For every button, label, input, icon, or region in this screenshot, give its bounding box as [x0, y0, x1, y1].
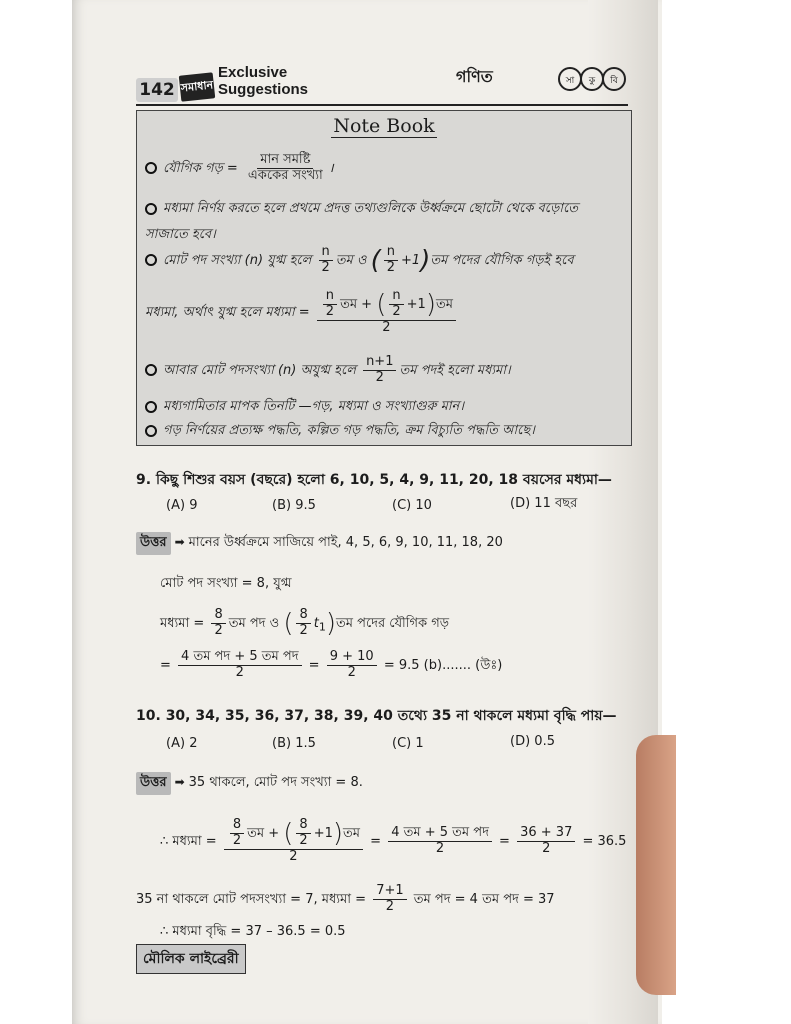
fraction-denominator: 2 — [385, 898, 395, 914]
note-line-6 — [145, 397, 464, 418]
brand-badge: সমাধান — [179, 72, 216, 101]
fraction — [296, 608, 310, 639]
fraction-numerator: n+1 — [363, 355, 396, 371]
fraction-numerator: n — [389, 289, 403, 305]
note-text: । — [328, 160, 334, 176]
answer-text: = — [160, 657, 171, 673]
fraction-numerator: 36 + 37 — [517, 826, 575, 842]
answer-text: তম পদ = 4 তম পদ = 37 — [413, 891, 555, 907]
note-text: আবার মোট পদসংখ্যা (n) অযুগ্ম হলে — [163, 362, 356, 378]
answer-badge: উত্তর — [136, 772, 171, 795]
answer-subscript: 1 — [318, 620, 326, 634]
fraction — [323, 289, 337, 320]
fraction — [384, 245, 398, 276]
fraction — [245, 153, 326, 184]
note-text: তম পদই হলো মধ্যমা। — [399, 362, 511, 378]
paren-open: ( — [370, 245, 381, 276]
bullet-icon — [145, 401, 157, 413]
fraction-denominator: 2 — [392, 303, 401, 319]
q9-answer-line-3 — [160, 608, 449, 639]
q10-option-b — [272, 736, 316, 751]
fraction — [296, 818, 310, 849]
fraction-numerator: n — [319, 245, 333, 261]
logo-glyph-2: কু — [588, 76, 596, 86]
note-line-3 — [145, 245, 574, 276]
option-label: (B) — [272, 736, 292, 751]
answer-text: = — [370, 833, 382, 849]
note-text: মোট পদ সংখ্যা (n) যুগ্ম হলে — [163, 252, 312, 268]
fraction — [230, 818, 244, 849]
fraction-denominator: 2 — [299, 622, 308, 638]
fraction-numerator: 9 + 10 — [327, 650, 377, 666]
fraction — [373, 884, 406, 915]
fraction-denominator: 2 — [299, 832, 308, 848]
fraction-numerator — [224, 818, 363, 850]
q10-answer-line-4: ∴ মধ্যমা বৃদ্ধি = 37 – 36.5 = 0.5 — [160, 924, 346, 939]
note-text: তম পদের যৌগিক গড়ই হবে — [430, 252, 574, 268]
question-number: 9. — [136, 472, 152, 488]
header-rule — [136, 104, 628, 106]
fraction-numerator: 8 — [230, 818, 244, 834]
answer-text: তম পদের যৌগিক গড় — [336, 615, 450, 631]
fraction-denominator: 2 — [235, 664, 244, 680]
note-text: মধ্যগামিতার মাপক তিনটি —গড়, মধ্যমা ও সংখ্যাগুরু মান। — [163, 399, 464, 414]
paren-close: ) — [332, 818, 344, 849]
answer-text: ∴ মধ্যমা = — [160, 833, 217, 849]
logo-glyph-1: সা — [565, 76, 575, 86]
question-text: 30, 34, 35, 36, 37, 38, 39, 40 তথ্যে 35 না থাকলে মধ্যমা বৃদ্ধি পায়— — [165, 708, 617, 724]
fraction-big — [317, 289, 456, 336]
note-text: তম ও — [335, 252, 367, 268]
logo-glyph-3: বি — [610, 76, 618, 86]
note-text: গড় নির্ণয়ের প্রত্যক্ষ পদ্ধতি, কল্পিত গড় পদ্ধতি, ক্রম বিচ্যুতি পদ্ধতি আছে। — [163, 423, 535, 438]
brand-line-1: Exclusive — [218, 64, 288, 81]
fraction-numerator: 8 — [296, 608, 310, 624]
fraction-denominator: 2 — [289, 848, 298, 864]
bullet-icon — [145, 254, 157, 266]
fraction — [517, 826, 575, 857]
option-value: 1.5 — [295, 736, 316, 751]
option-value: 11 বছর — [534, 496, 578, 511]
note-book-box — [136, 110, 632, 446]
option-value: 0.5 — [534, 734, 555, 749]
fraction — [327, 650, 377, 681]
question-9 — [136, 468, 612, 492]
answer-text: মধ্যমা = — [160, 615, 205, 631]
q9-option-c — [392, 498, 432, 513]
note-line-4 — [145, 289, 459, 336]
note-text: যৌগিক গড় = — [163, 160, 238, 176]
q9-option-d — [510, 494, 577, 515]
q9-option-b — [272, 498, 316, 513]
q10-option-a — [166, 736, 197, 751]
note-line-1 — [145, 153, 334, 184]
fraction-denominator: 2 — [435, 840, 445, 856]
option-label: (A) — [166, 498, 186, 513]
note-text: +1 — [406, 296, 426, 312]
paren-close: ) — [425, 289, 436, 320]
brand-line-2: Suggestions — [218, 81, 309, 98]
arrow-right-icon: ➡ — [174, 775, 185, 789]
option-label: (D) — [510, 496, 531, 511]
paren-open: ( — [283, 608, 294, 639]
option-value: 9 — [189, 498, 198, 513]
q9-answer-line-2: মোট পদ সংখ্যা = 8, যুগ্ম — [160, 576, 292, 591]
fraction-denominator: 2 — [325, 303, 335, 319]
answer-text: তম — [343, 825, 361, 841]
bullet-icon — [145, 162, 157, 174]
fraction — [389, 289, 403, 320]
fraction-numerator — [317, 289, 456, 321]
note-text: +1 — [401, 252, 421, 268]
fraction-denominator: 2 — [382, 319, 391, 335]
q10-answer-line-2 — [160, 818, 626, 865]
option-label: (C) — [392, 498, 412, 513]
bullet-icon — [145, 203, 157, 215]
fraction-numerator: মান সমষ্টি — [257, 153, 313, 169]
publisher-logo-icon — [556, 60, 628, 98]
note-text: মধ্যমা, অর্থাৎ যুগ্ম হলে মধ্যমা = — [145, 304, 310, 320]
fraction-numerator: 8 — [211, 608, 225, 624]
option-value: 2 — [189, 736, 198, 751]
question-10 — [136, 704, 617, 728]
publisher-footer: মৌলিক লাইব্রেরী — [136, 944, 246, 974]
option-label: (C) — [392, 736, 412, 751]
fraction — [211, 608, 225, 639]
answer-text: তম + — [247, 825, 280, 841]
paren-open: ( — [283, 818, 294, 849]
fraction-denominator: 2 — [347, 664, 356, 680]
fraction — [388, 826, 492, 857]
option-label: (D) — [510, 734, 531, 749]
question-number: 10. — [136, 708, 161, 724]
fraction — [318, 245, 332, 276]
q9-option-a — [166, 498, 197, 513]
q9-answer-line-1 — [136, 532, 503, 555]
note-line-7 — [145, 421, 535, 442]
option-value: 1 — [415, 736, 424, 751]
note-book-title-wrap — [137, 115, 631, 137]
answer-text: তম পদ ও — [228, 615, 280, 631]
fraction-numerator: n — [384, 245, 398, 261]
option-value: 10 — [415, 498, 432, 513]
bullet-icon — [145, 364, 157, 376]
note-text: তম — [435, 296, 453, 312]
fraction — [178, 650, 301, 681]
q10-answer-line-3 — [136, 884, 555, 915]
option-label: (B) — [272, 498, 292, 513]
answer-text: +1 — [313, 825, 333, 841]
answer-text: = 9.5 (b)....... (উঃ) — [383, 657, 503, 673]
fraction — [363, 355, 396, 386]
answer-text: t — [313, 615, 319, 631]
answer-text: মানের উর্ধ্বক্রমে সাজিয়ে পাই, 4, 5, 6, 9, 10, 11, 18, 20 — [188, 535, 503, 550]
paren-open: ( — [376, 289, 387, 320]
answer-text: = — [308, 657, 320, 673]
question-text: কিছু শিশুর বয়স (বছরে) হলো 6, 10, 5, 4, 9, 11, 20, 18 বয়সের মধ্যমা— — [155, 472, 612, 488]
answer-text: 35 না থাকলে মোট পদসংখ্যা = 7, মধ্যমা = — [136, 891, 367, 907]
answer-text: = — [499, 833, 510, 849]
q9-answer-line-4 — [160, 650, 502, 681]
fraction-numerator: 7+1 — [373, 884, 406, 900]
note-text: তম + — [340, 296, 373, 312]
option-value: 9.5 — [295, 498, 316, 513]
fraction-denominator: 2 — [214, 622, 223, 638]
fraction-numerator: 4 তম পদ + 5 তম পদ — [178, 650, 301, 666]
page-header — [136, 60, 628, 106]
answer-text: 35 থাকলে, মোট পদ সংখ্যা = 8. — [188, 775, 363, 790]
answer-text: = 36.5 — [582, 833, 627, 849]
fraction-numerator: 4 তম + 5 তম পদ — [388, 826, 492, 842]
paren-close: ) — [420, 245, 431, 276]
fraction-denominator: 2 — [375, 369, 384, 385]
fraction-numerator: n — [323, 289, 337, 305]
fraction-denominator: এককের সংখ্যা — [247, 167, 323, 183]
thumb-edge — [636, 735, 676, 995]
note-book-title: Note Book — [333, 115, 435, 137]
fraction-numerator: 8 — [296, 818, 310, 834]
page-number: 142 — [136, 78, 178, 102]
option-label: (A) — [166, 736, 186, 751]
bullet-icon — [145, 425, 157, 437]
paren-close: ) — [325, 608, 337, 639]
answer-badge: উত্তর — [136, 532, 171, 555]
fraction-denominator: 2 — [232, 832, 242, 848]
note-line-2 — [145, 199, 578, 220]
note-text: মধ্যমা নির্ণয় করতে হলে প্রথমে প্রদত্ত তথ্যগুলিকে উর্ধ্বক্রমে ছোটো থেকে বড়োতে — [163, 201, 579, 216]
q10-option-d — [510, 734, 555, 749]
subject-title: গণিত — [456, 67, 493, 86]
fraction-denominator: 2 — [542, 840, 551, 856]
fraction-denominator: 2 — [386, 259, 396, 275]
q10-answer-line-1 — [136, 772, 363, 795]
arrow-right-icon: ➡ — [174, 535, 185, 549]
note-line-2b: সাজাতে হবে। — [145, 227, 216, 242]
fraction-denominator: 2 — [321, 259, 330, 275]
fraction-big — [224, 818, 363, 865]
q10-option-c — [392, 736, 424, 751]
note-line-5 — [145, 355, 511, 386]
